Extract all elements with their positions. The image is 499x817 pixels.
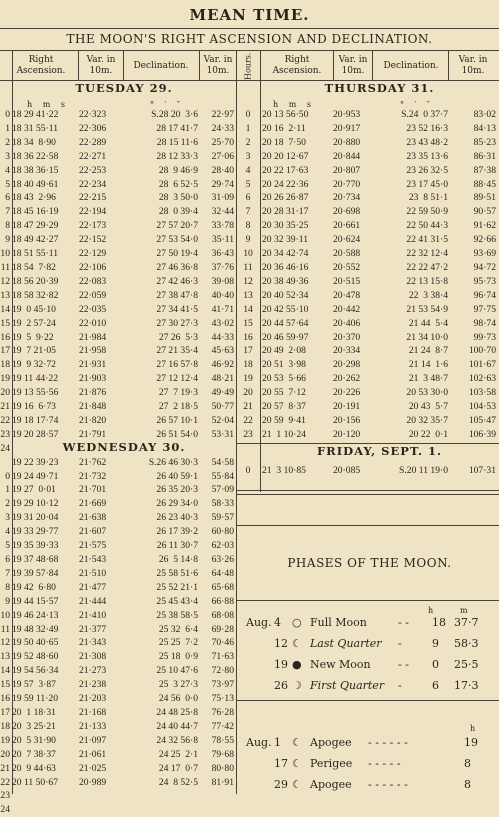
day-number: 4 [274,616,281,629]
page-title: MEAN TIME. [189,6,310,24]
hour-value: 19 [464,736,478,749]
moon-symbol-icon: ☾ [292,736,302,749]
leader-dashes: - - - - - - [368,778,408,791]
friday-var: 20·085 [333,465,361,476]
divider [236,494,499,495]
header-var-decl: Var. in 10m. [203,55,233,76]
header-right-ascension: Right Ascension. [16,55,66,76]
leader-dashes: - - - - - - [368,736,408,749]
leader-dashes: - - [398,658,409,671]
month-label: Aug. [246,736,272,749]
header-var-r: Var. in 10m. [338,55,368,76]
minute-value: 17·3 [454,679,479,692]
leader-dashes: - [398,679,402,692]
var-decl-column-right: 83·02 84·13 85·23 86·31 87·38 88·45 89·51 90·57 91·62 92·66 93·69 94·72 95·73 96·74 97·75 98·74 99·73 100·70 101·67 102·63 103·58 104·53 105·47 106·39 [468,109,496,440]
day-number: 17 [274,757,288,770]
friday-declination: S.20 11 19·0 [399,465,448,476]
var-ra-column-right: 20·953 20·917 20·880 20·844 20·807 20·770 20·734 20·698 20·661 20·624 20·588 20·552 20·515 20·478 20·442 20·406 20·370 20·334 20·298 20·262 20·226 20·191 20·156 20·120 [333,109,361,440]
hour-value: 6 [432,679,439,692]
right-ascension-column-right: 20 13 56·50 20 16 2·11 20 18 7·50 20 20 12·67 20 22 17·63 20 24 22·36 20 26 26·87 20 28 31·17 20 30 35·25 20 32 39·11 20 34 42·74 20 36 46·16 20 38 49·36 20 40 52·34 20 42 55·10 20 44 57·64 20 46 59·97 20 49 2·08 20 51 3·98 20 53 5·66 20 55 7·12 20 57 8·37 20 59 9·41 21 1 10·24 [262,109,309,440]
unit-hms: h m s [273,100,311,109]
event-name: Perigee [310,757,353,770]
declination-column-right: S.24 0 37·7 23 52 16·3 23 43 48·2 23 35 13·6 23 26 32·5 23 17 45·0 23 8 51·1 22 59 50·9 22 50 44·3 22 41 31·5 22 32 12·4 22 22 47·2 22 13 15·8 22 3 38·4 21 53 54·9 21 44 5·4 21 34 10·0 21 24 8·7 21 14 1·6 21 3 48·7 20 53 30·0 20 43 5·7 20 32 35·7 20 22 0·1 [401,109,448,440]
day-heading-wednesday: WEDNESDAY 30. [62,440,186,454]
moon-symbol-icon: ☾ [292,778,302,791]
day-number: 26 [274,679,288,692]
unit-hms: h m s [27,100,65,109]
unit-dms: ° ′ ″ [150,100,180,109]
hour-column-left: 0 1 2 3 4 5 6 7 8 9 10 11 12 13 14 15 16 17 18 19 20 21 22 23 24 0 1 2 3 4 5 6 7 8 9 10 11 12 13 14 15 16 17 18 19 20 21 22 23 24 [0,109,10,816]
moon-symbol-icon: ○ [292,616,302,629]
day-number: 12 [274,637,288,650]
moon-symbol-icon: ☽ [292,679,302,692]
header-declination-r: Declination. [383,60,439,71]
column-rule [260,50,261,492]
event-name: First Quarter [310,679,385,692]
header-hours: Hours. [243,52,253,80]
unit-hours: h [470,724,476,733]
right-ascension-column-left: 18 29 41·22 18 31 55·11 18 34 8·90 18 36 22·58 18 38 36·15 18 40 49·61 18 43 2·96 18 45 16·19 18 47 29·29 18 49 42·27 18 51 55·11 18 54 7·82 18 56 20·39 18 58 32·82 19 0 45·10 19 2 57·24 19 5 9·22 19 7 21·05 19 9 32·72 19 11 44·22 19 13 55·56 19 16 6·73 19 18 17·74 19 20 28·57 19 22 39·23 19 24 49·71 19 27 0·01 19 29 10·12 19 31 20·04 19 33 29·77 19 35 39·33 19 37 48·68 19 39 57·84 19 42 6·80 19 44 15·57 19 46 24·13 19 48 32·49 19 50 40·65 19 52 48·60 19 54 56·34 19 57 3·87 19 59 11·20 20 1 18·31 20 3 25·21 20 5 31·90 20 7 38·37 20 9 44·63 20 11 50·67 [12,109,59,788]
var-ra-column-left: 22·323 22·306 22·289 22·271 22·253 22·234 22·215 22·194 22·173 22·152 22·129 22·106 22·083 22·059 22·035 22·010 21·984 21·958 21·931 21·903 21·876 21·848 21·820 21·791 21·762 21·732 21·701 21·669 21·638 21·607 21·575 21·543 21·510 21·477 21·444 21·410 21·377 21·343 21·308 21·273 21·238 21·203 21·168 21·133 21·097 21·061 21·025 20·989 [79,109,107,788]
column-rule [236,50,237,794]
header-var: Var. in 10m. [86,55,116,76]
divider [236,700,499,701]
leader-dashes: - [398,637,402,650]
hour-value: 8 [464,778,471,791]
table-subtitle: THE MOON'S RIGHT ASCENSION AND DECLINATION. [66,32,433,46]
moon-symbol-icon: ☾ [292,757,302,770]
day-heading-friday: FRIDAY, SEPT. 1. [317,444,442,458]
event-name: New Moon [310,658,371,671]
day-number: 29 [274,778,288,791]
month-label: Aug. [246,616,272,629]
day-number: 1 [274,736,281,749]
divider [0,28,499,29]
moon-symbol-icon: ● [292,658,302,671]
event-name: Last Quarter [310,637,382,650]
header-var-decl-r: Var. in 10m. [458,55,488,76]
friday-hour: 0 [245,465,251,476]
event-name: Apogee [310,736,352,749]
phases-title: PHASES OF THE MOON. [287,556,452,570]
day-number: 19 [274,658,288,671]
divider [236,525,499,526]
column-rule [199,50,200,80]
declination-column-left: S.28 20 3·6 28 17 41·7 28 15 11·6 28 12 33·3 28 9 46·9 28 6 52·5 28 3 50·0 28 0 39·4 27 57 20·7 27 53 54·0 27 50 19·4 27 46 36·8 27 42 46·3 27 38 47·8 27 34 41·5 27 30 27·3 27 26 5·3 27 21 35·4 27 16 57·8 27 12 12·4 27 7 19·3 27 2 18·5 26 57 10·1 26 51 54·0 S.26 46 30·3 26 40 59·1 26 35 20·3 26 29 34·0 26 23 40·3 26 17 39·2 26 11 30·7 26 5 14·8 25 58 51·6 25 52 21·1 25 45 43·4 25 38 58·5 25 32 6·4 25 25 7·2 25 18 0·9 25 10 47·6 25 3 27·3 24 56 0·0 24 48 25·8 24 40 44·7 24 32 56·8 24 25 2·1 24 17 0·7 24 8 52·5 [148,109,198,788]
divider [236,490,499,491]
leader-dashes: - - [398,616,409,629]
unit-dms: ° ′ ″ [400,100,430,109]
column-rule [448,50,449,80]
column-rule [123,50,124,80]
header-declination: Declination. [133,60,189,71]
hour-value: 9 [432,637,439,650]
minute-value: 37·7 [454,616,479,629]
unit-hours: h [428,606,434,615]
var-decl-column-left: 22·97 24·33 25·70 27·06 28·40 29·74 31·09 32·44 33·78 35·11 36·43 37·76 39·08 40·40 41·71 43·02 44·33 45·63 46·92 48·21 49·49 50·77 52·04 53·31 54·58 55·84 57·09 58·33 59·57 60·80 62·03 63·26 64·48 65·68 66·88 68·08 69·28 70·46 71·63 72·80 73·97 75·13 76·28 77·42 78·55 79·68 80·80 81·91 [211,109,234,788]
hour-value: 0 [432,658,439,671]
header-right-ascension-r: Right Ascension. [272,55,322,76]
column-rule [78,50,79,80]
divider [236,600,499,601]
minute-value: 25·5 [454,658,479,671]
hour-value: 8 [464,757,471,770]
column-rule [333,50,334,80]
event-name: Full Moon [310,616,367,629]
leader-dashes: - - - - - [368,757,401,770]
minute-value: 58·3 [454,637,479,650]
event-name: Apogee [310,778,352,791]
day-heading-tuesday: TUESDAY 29. [75,81,173,95]
column-rule [372,50,373,80]
day-heading-thursday: THURSDAY 31. [324,81,435,95]
friday-right-ascension: 21 3 10·85 [262,465,306,476]
moon-symbol-icon: ☾ [292,637,302,650]
hour-column-right: 0 1 2 3 4 5 6 7 8 9 10 11 12 13 14 15 16 17 18 19 20 21 22 23 [243,109,253,440]
divider [0,50,499,51]
unit-minutes: m [460,606,468,615]
friday-var-decl: 107·31 [468,465,496,476]
hour-value: 18 [432,616,446,629]
